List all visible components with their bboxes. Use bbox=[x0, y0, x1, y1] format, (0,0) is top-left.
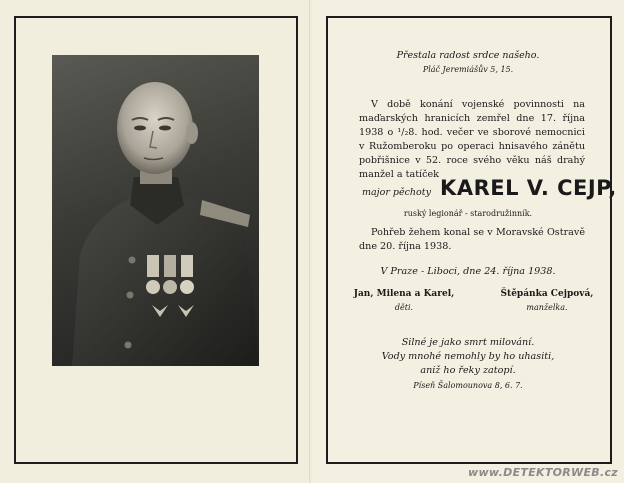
verse-line: Silné je jako smrt milování. bbox=[401, 337, 535, 348]
left-page bbox=[0, 0, 310, 483]
closing-verse bbox=[312, 336, 624, 378]
rank-label: major pěchoty bbox=[362, 187, 431, 198]
funeral-paragraph: Pohřeb žehem konal se v Moravské Ostravě dne 20. října 1938. bbox=[359, 227, 585, 252]
watermark-text: www.DETEKTORWEB.cz bbox=[467, 466, 618, 479]
verse-line: Vody mnohé nemohly by ho uhasiti, bbox=[381, 351, 555, 362]
subtitle: ruský legionář - starodružinník. bbox=[403, 209, 533, 218]
portrait-photo bbox=[52, 55, 259, 366]
signer-wife-role: manželka. bbox=[526, 303, 568, 312]
signer-children bbox=[344, 289, 464, 312]
signer-children-names: Jan, Milena a Karel, bbox=[353, 289, 455, 299]
name-line bbox=[362, 176, 617, 200]
death-paragraph: V době konání vojenské povinnosti na maďarských hranicích zemřel dne 17. října 1938 o ¹/₂8. hod. večer ve sborové nemocnici v Ružomberoku po operaci hnisavého zánětu pobřišnice v 52. roce svého věku náš drahý manžel a tatíček bbox=[359, 99, 585, 180]
right-page bbox=[312, 0, 624, 483]
deceased-name: KAREL V. CEJP, bbox=[440, 176, 617, 200]
motto: Přestala radost srdce našeho. bbox=[396, 50, 540, 61]
place-date: V Praze - Liboci, dne 24. října 1938. bbox=[380, 266, 556, 277]
signer-children-role: děti. bbox=[394, 303, 414, 312]
portrait-drawing bbox=[52, 55, 259, 366]
signer-wife bbox=[482, 289, 612, 312]
motto-reference: Pláč Jeremiášův 5, 15. bbox=[422, 65, 514, 74]
verse-line: aniž ho řeky zatopí. bbox=[420, 365, 516, 376]
verse-reference: Píseň Šalomounova 8, 6. 7. bbox=[413, 381, 523, 390]
signer-wife-names: Štěpánka Cejpová, bbox=[500, 289, 594, 299]
